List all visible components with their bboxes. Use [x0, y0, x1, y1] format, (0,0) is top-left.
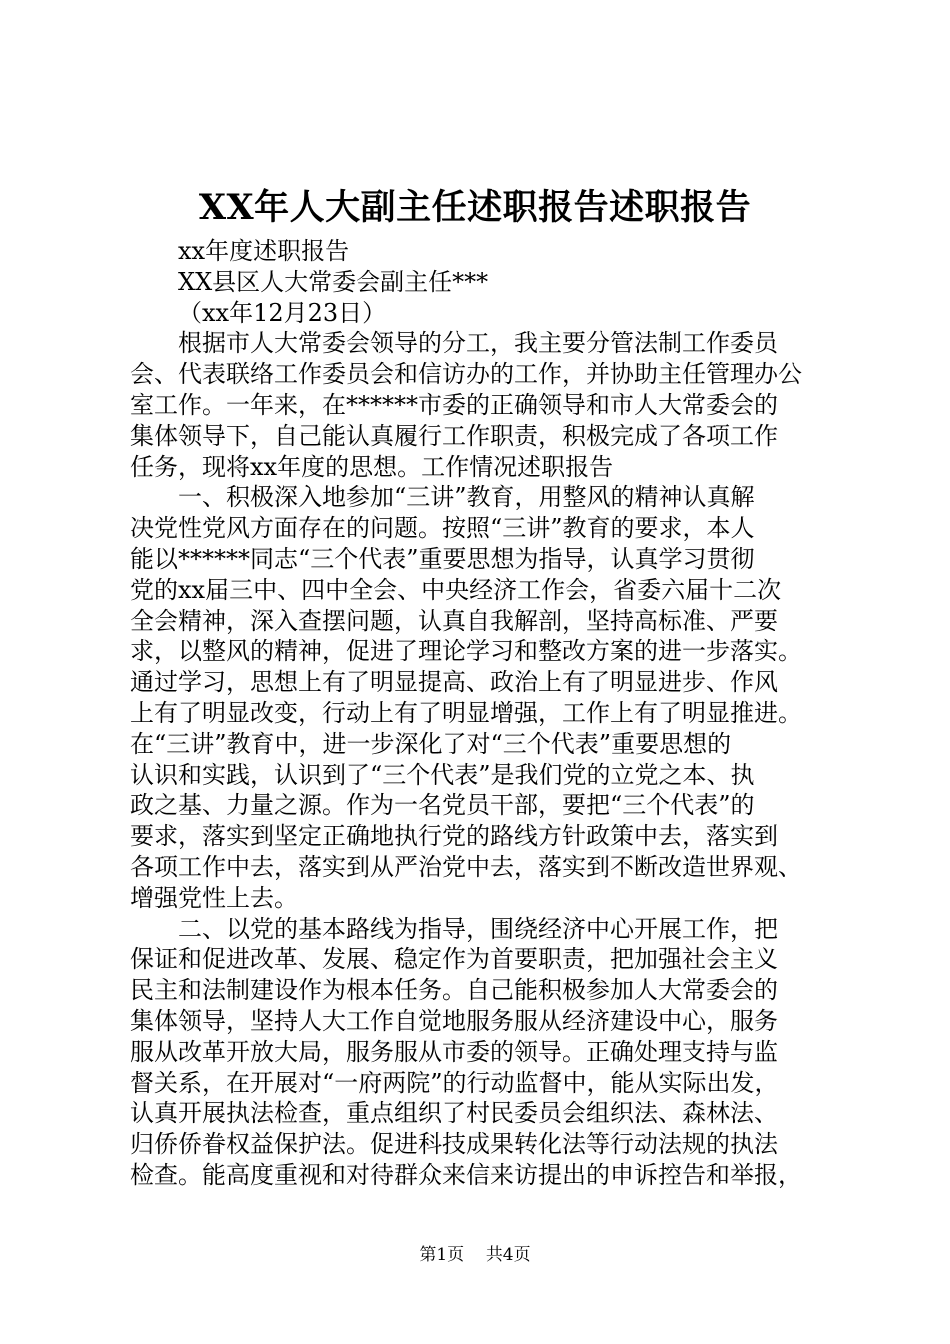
body-line: 各项工作中去，落实到从严治党中去，落实到不断改造世界观、 — [130, 852, 802, 881]
body-line: 上有了明显改变，行动上有了明显增强，工作上有了明显推进。 — [130, 698, 802, 727]
body-line: 集体领导下，自己能认真履行工作职责，积极完成了各项工作 — [130, 421, 778, 450]
body-line: 求，以整风的精神，促进了理论学习和整改方案的进一步落实。 — [130, 637, 802, 666]
report-subtitle: xx年度述职报告 — [178, 237, 350, 265]
body-line: 集体领导，坚持人大工作自觉地服务服从经济建设中心，服务 — [130, 1006, 778, 1035]
body-line: 决党性党风方面存在的问题。按照“三讲”教育的要求，本人 — [130, 514, 755, 543]
body-line: 服从改革开放大局，服务服从市委的领导。正确处理支持与监 — [130, 1037, 778, 1066]
body-line: 保证和促进改革、发展、稳定作为首要职责，把加强社会主义 — [130, 945, 778, 974]
page-total: 共4页 — [485, 1245, 531, 1265]
body-line: 会、代表联络工作委员会和信访办的工作，并协助主任管理办公 — [130, 360, 802, 389]
body-line: 民主和法制建设作为根本任务。自己能积极参加人大常委会的 — [130, 976, 778, 1005]
body-line: 检查。能高度重视和对待群众来信来访提出的申诉控告和举报， — [130, 1160, 802, 1189]
page-footer — [0, 1243, 950, 1267]
body-line: 室工作。一年来，在******市委的正确领导和市人大常委会的 — [130, 390, 778, 419]
body-line: 在“三讲”教育中，进一步深化了对“三个代表”重要思想的 — [130, 729, 732, 758]
body-line: 督关系，在开展对“一府两院”的行动监督中，能从实际出发， — [130, 1068, 779, 1097]
body-line: 根据市人大常委会领导的分工，我主要分管法制工作委员 — [130, 329, 778, 358]
body-line: 认识和实践，认识到了“三个代表”是我们党的立党之本、执 — [130, 760, 755, 789]
body-line: 要求，落实到坚定正确地执行党的路线方针政策中去，落实到 — [130, 822, 778, 851]
document-body — [130, 236, 830, 1191]
body-line: 认真开展执法检查，重点组织了村民委员会组织法、森林法、 — [130, 1099, 778, 1128]
report-author: XX县区人大常委会副主任*** — [178, 267, 489, 296]
body-line: 通过学习，思想上有了明显提高、政治上有了明显进步、作风 — [130, 668, 778, 697]
document-title: XX年人大副主任述职报告述职报告 — [198, 187, 752, 228]
body-line: 政之基、力量之源。作为一名党员干部，要把“三个代表”的 — [130, 791, 755, 820]
page-spacer — [470, 1243, 481, 1267]
body-line: 全会精神，深入查摆问题，认真自我解剖，坚持高标准、严要 — [130, 606, 778, 635]
body-line: 党的xx届三中、四中全会、中央经济工作会，省委六届十二次 — [130, 575, 782, 604]
body-line: 一、积极深入地参加“三讲”教育，用整风的精神认真解 — [130, 483, 755, 512]
page-number: 第1页 — [419, 1245, 465, 1265]
report-date: （xx年12月23日） — [178, 298, 387, 327]
body-line: 能以******同志“三个代表”重要思想为指导，认真学习贯彻 — [130, 544, 755, 573]
body-line: 二、以党的基本路线为指导，围绕经济中心开展工作，把 — [130, 914, 778, 943]
body-line: 归侨侨眷权益保护法。促进科技成果转化法等行动法规的执法 — [130, 1130, 778, 1159]
body-line: 增强党性上去。 — [130, 883, 298, 912]
body-line: 任务，现将xx年度的思想。工作情况述职报告 — [130, 452, 614, 481]
